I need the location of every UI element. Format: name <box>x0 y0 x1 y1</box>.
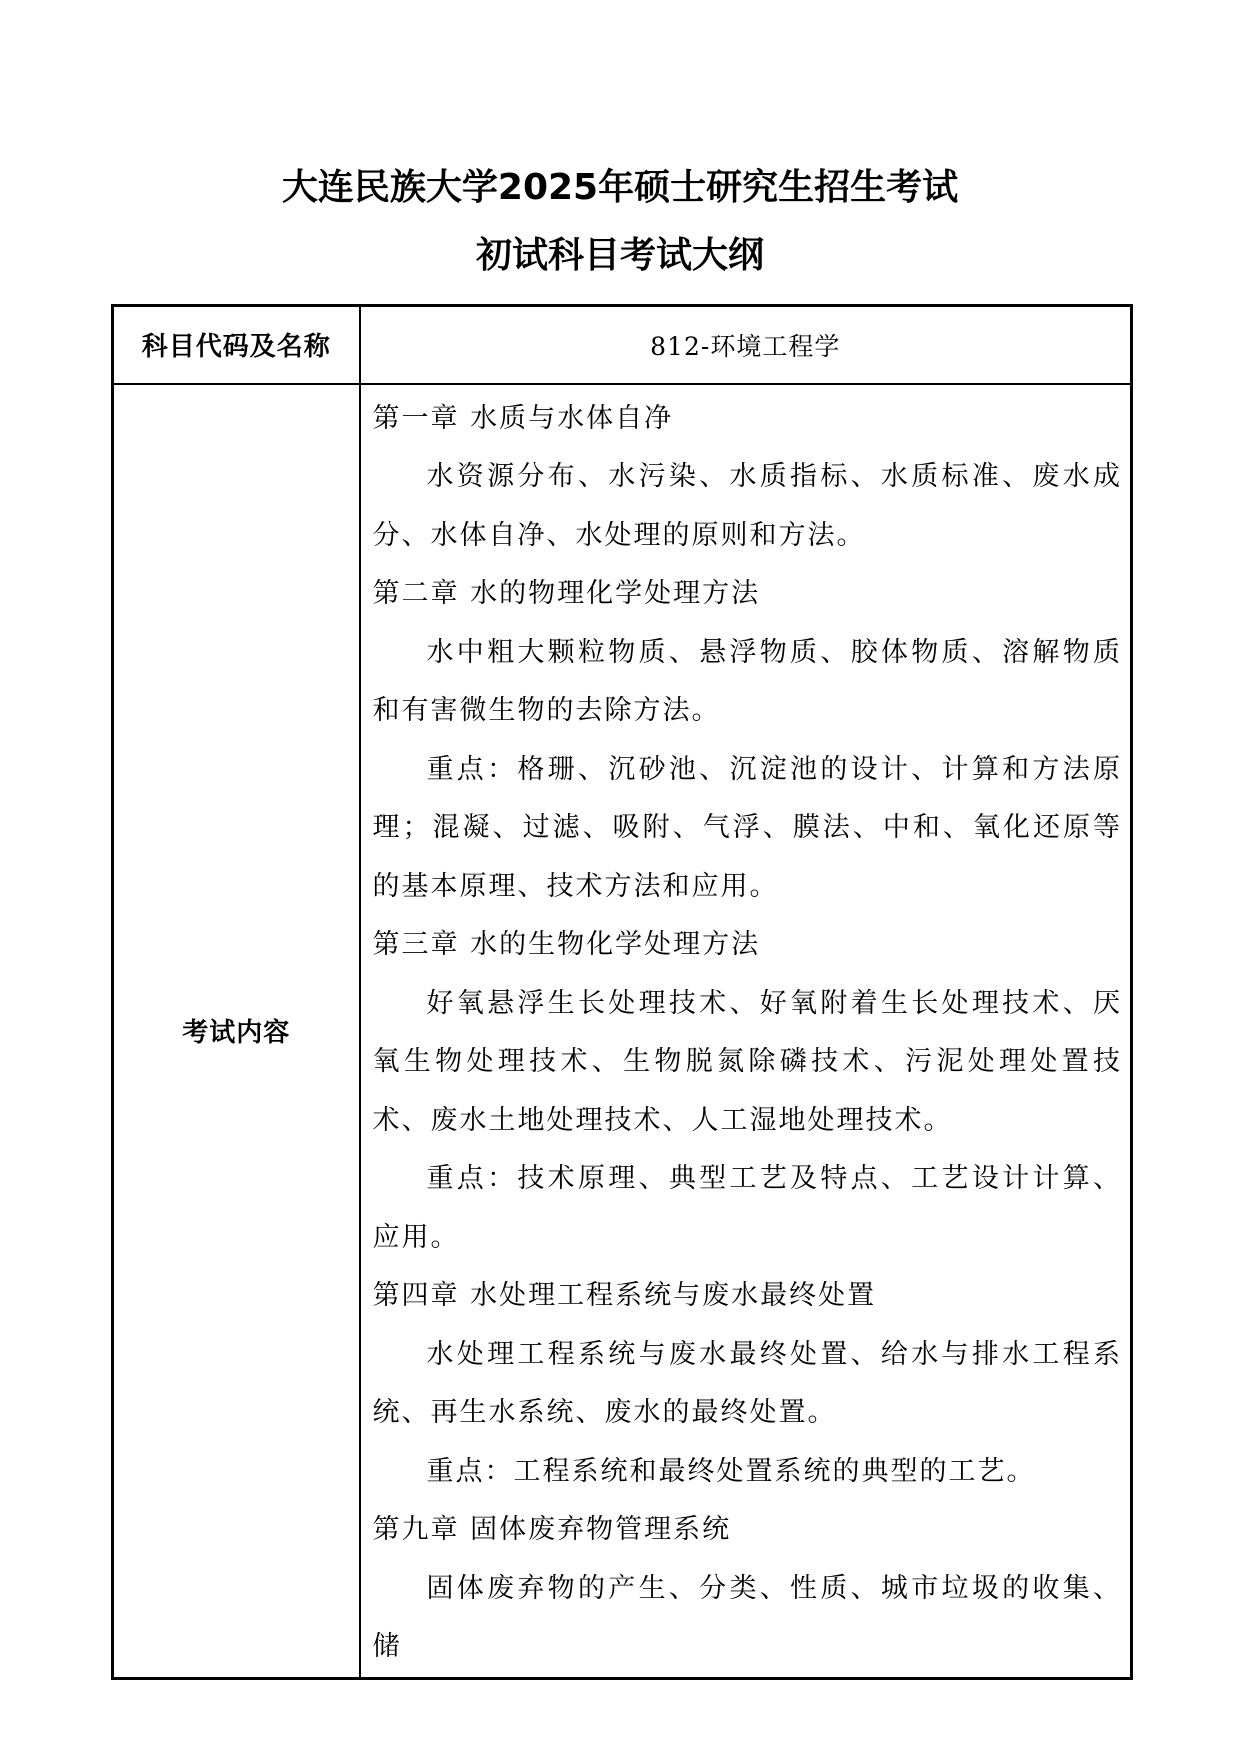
document-title-line-2: 初试科目考试大纲 <box>475 235 764 276</box>
content-cell <box>360 384 1132 1679</box>
chapter-3-key-points: 重点：技术原理、典型工艺及特点、工艺设计计算、应用。 <box>372 1163 1122 1253</box>
chapter-1-paragraph-1: 水资源分布、水污染、水质指标、水质标准、废水成分、水体自净、水处理的原则和方法。 <box>372 461 1122 551</box>
subject-label-cell: 科目代码及名称 <box>113 306 360 384</box>
chapter-2-title: 第二章 水的物理化学处理方法 <box>372 578 761 609</box>
chapter-2-key-points: 重点：格珊、沉砂池、沉淀池的设计、计算和方法原理；混凝、过滤、吸附、气浮、膜法、中和、氧化还原等的基本原理、技术方法和应用。 <box>372 753 1122 902</box>
chapter-1-title: 第一章 水质与水体自净 <box>372 402 674 434</box>
content-row <box>113 384 1132 1679</box>
content-label-cell: 考试内容 <box>113 384 360 1679</box>
subject-row <box>113 306 1132 384</box>
chapter-3-title: 第三章 水的生物化学处理方法 <box>372 929 761 960</box>
chapter-4-title: 第四章 水处理工程系统与废水最终处置 <box>372 1280 877 1311</box>
chapter-3-paragraph-1: 好氧悬浮生长处理技术、好氧附着生长处理技术、厌氧生物处理技术、生物脱氮除磷技术、污泥处理处置技术、废水土地处理技术、人工湿地处理技术。 <box>372 987 1122 1136</box>
chapter-2-paragraph-1: 水中粗大颗粒物质、悬浮物质、胶体物质、溶解物质和有害微生物的去除方法。 <box>372 636 1122 726</box>
chapter-9-paragraph-1: 固体废弃物的产生、分类、性质、城市垃圾的收集、储 <box>372 1572 1122 1662</box>
chapter-4-paragraph-1: 水处理工程系统与废水最终处置、给水与排水工程系统、再生水系统、废水的最终处置。 <box>372 1338 1122 1428</box>
content-body <box>361 385 1131 1677</box>
syllabus-table <box>111 304 1133 1680</box>
chapter-9-title: 第九章 固体废弃物管理系统 <box>372 1514 732 1545</box>
subject-value-cell: 812-环境工程学 <box>360 306 1132 384</box>
document-title-line-1: 大连民族大学2025年硕士研究生招生考试 <box>281 167 959 208</box>
chapter-4-key-points: 重点：工程系统和最终处置系统的典型的工艺。 <box>426 1455 1036 1487</box>
